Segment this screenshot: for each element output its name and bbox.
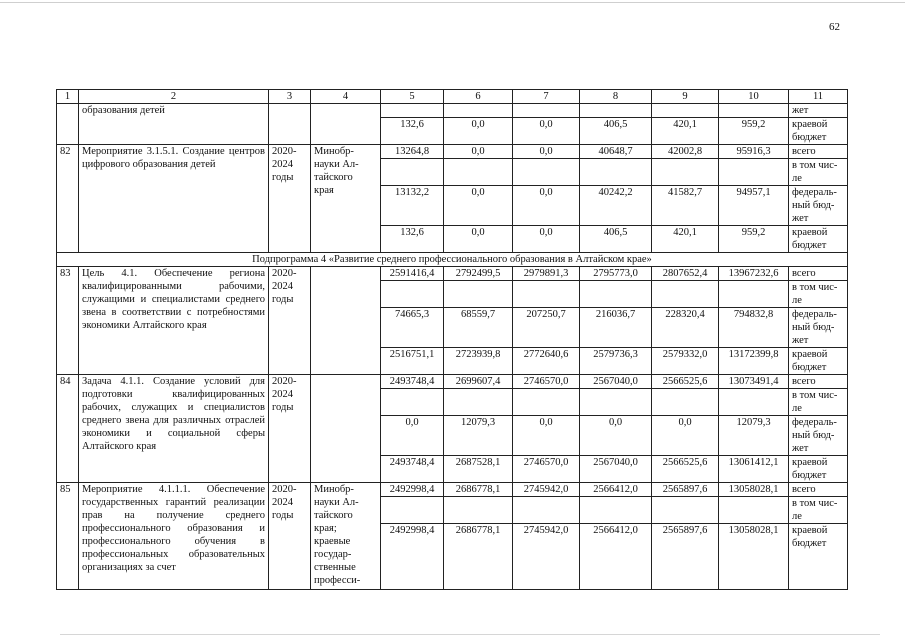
funding-source-cell: в том чис- ле — [789, 281, 848, 308]
subprogram-title: Подпрограмма 4 «Развитие среднего профессионального образования в Алтайском крае» — [57, 253, 848, 267]
table-row — [57, 267, 848, 281]
table-row — [57, 104, 848, 118]
value-cell: 2566525,6 — [652, 375, 719, 389]
value-cell: 794832,8 — [719, 308, 789, 348]
row-name-cell: Цель 4.1. Обеспечение региона квалифицированными рабочими, служащими и специалистами среднего звена в соответствии с потребностями экономики Алтайского края — [79, 267, 269, 375]
value-cell: 0,0 — [513, 226, 580, 253]
value-cell: 2566525,6 — [652, 456, 719, 483]
value-cell — [381, 104, 444, 118]
value-cell — [513, 104, 580, 118]
column-header: 7 — [513, 90, 580, 104]
value-cell — [381, 497, 444, 524]
value-cell — [513, 159, 580, 186]
scan-edge-bottom — [60, 634, 880, 635]
value-cell: 68559,7 — [444, 308, 513, 348]
value-cell: 959,2 — [719, 226, 789, 253]
funding-source-cell: краевой бюджет — [789, 348, 848, 375]
value-cell: 2979891,3 — [513, 267, 580, 281]
value-cell — [580, 281, 652, 308]
value-cell: 13132,2 — [381, 186, 444, 226]
value-cell — [381, 281, 444, 308]
value-cell: 0,0 — [513, 118, 580, 145]
value-cell — [580, 497, 652, 524]
column-header: 10 — [719, 90, 789, 104]
column-header: 3 — [269, 90, 311, 104]
table-row — [57, 375, 848, 389]
row-number-cell: 82 — [57, 145, 79, 253]
value-cell: 12079,3 — [719, 416, 789, 456]
value-cell: 13073491,4 — [719, 375, 789, 389]
value-cell — [719, 389, 789, 416]
value-cell — [580, 104, 652, 118]
value-cell: 0,0 — [580, 416, 652, 456]
value-cell: 2745942,0 — [513, 483, 580, 497]
value-cell: 2492998,4 — [381, 524, 444, 590]
funding-source-cell: краевой бюджет — [789, 524, 848, 590]
value-cell: 2699607,4 — [444, 375, 513, 389]
funding-source-cell: всего — [789, 483, 848, 497]
funding-source-cell: жет — [789, 104, 848, 118]
value-cell: 13058028,1 — [719, 524, 789, 590]
value-cell: 2746570,0 — [513, 375, 580, 389]
row-number-cell: 83 — [57, 267, 79, 375]
value-cell: 41582,7 — [652, 186, 719, 226]
value-cell — [513, 497, 580, 524]
value-cell: 228320,4 — [652, 308, 719, 348]
value-cell — [444, 281, 513, 308]
value-cell — [652, 389, 719, 416]
value-cell: 2687528,1 — [444, 456, 513, 483]
value-cell — [513, 389, 580, 416]
value-cell — [719, 497, 789, 524]
value-cell — [652, 281, 719, 308]
value-cell: 2723939,8 — [444, 348, 513, 375]
row-name-cell: образования детей — [79, 104, 269, 145]
executor-cell: Минобр- науки Ал- тайского края; краевые государ- ственные професси- — [311, 483, 381, 590]
value-cell: 74665,3 — [381, 308, 444, 348]
value-cell: 132,6 — [381, 226, 444, 253]
value-cell — [580, 389, 652, 416]
value-cell: 2493748,4 — [381, 456, 444, 483]
value-cell: 13058028,1 — [719, 483, 789, 497]
value-cell: 0,0 — [381, 416, 444, 456]
value-cell: 2565897,6 — [652, 524, 719, 590]
value-cell: 2567040,0 — [580, 456, 652, 483]
column-header: 2 — [79, 90, 269, 104]
value-cell — [719, 104, 789, 118]
value-cell — [652, 104, 719, 118]
value-cell — [444, 104, 513, 118]
value-cell — [381, 159, 444, 186]
value-cell: 40648,7 — [580, 145, 652, 159]
value-cell — [444, 389, 513, 416]
value-cell: 2567040,0 — [580, 375, 652, 389]
column-header: 1 — [57, 90, 79, 104]
value-cell: 0,0 — [444, 226, 513, 253]
row-number-cell: 84 — [57, 375, 79, 483]
value-cell: 2795773,0 — [580, 267, 652, 281]
funding-source-cell: федераль- ный бюд- жет — [789, 186, 848, 226]
value-cell: 420,1 — [652, 226, 719, 253]
executor-cell — [311, 104, 381, 145]
value-cell — [719, 159, 789, 186]
column-header: 6 — [444, 90, 513, 104]
value-cell: 13061412,1 — [719, 456, 789, 483]
value-cell: 2807652,4 — [652, 267, 719, 281]
value-cell — [580, 159, 652, 186]
period-cell: 2020- 2024 годы — [269, 145, 311, 253]
executor-cell — [311, 267, 381, 375]
value-cell: 13264,8 — [381, 145, 444, 159]
funding-source-cell: в том чис- ле — [789, 497, 848, 524]
column-header: 9 — [652, 90, 719, 104]
row-number-cell: 85 — [57, 483, 79, 590]
value-cell — [719, 281, 789, 308]
executor-cell — [311, 375, 381, 483]
funding-source-cell: федераль- ный бюд- жет — [789, 416, 848, 456]
value-cell: 406,5 — [580, 226, 652, 253]
value-cell — [652, 497, 719, 524]
period-cell: 2020- 2024 годы — [269, 375, 311, 483]
value-cell: 420,1 — [652, 118, 719, 145]
value-cell: 40242,2 — [580, 186, 652, 226]
page-number: 62 — [829, 21, 840, 33]
row-name-cell: Мероприятие 4.1.1.1. Обеспечение государственных гарантий реализации прав на получение среднего профессионального образования и профессионального обучения в профессиональных образовательных организациях за счет — [79, 483, 269, 590]
scan-edge-top — [0, 2, 905, 3]
value-cell: 13172399,8 — [719, 348, 789, 375]
value-cell: 12079,3 — [444, 416, 513, 456]
executor-cell: Минобр- науки Ал- тайского края — [311, 145, 381, 253]
period-cell: 2020- 2024 годы — [269, 267, 311, 375]
value-cell: 13967232,6 — [719, 267, 789, 281]
column-header: 5 — [381, 90, 444, 104]
value-cell: 2686778,1 — [444, 524, 513, 590]
value-cell — [444, 159, 513, 186]
value-cell: 0,0 — [513, 186, 580, 226]
period-cell: 2020- 2024 годы — [269, 483, 311, 590]
value-cell: 2493748,4 — [381, 375, 444, 389]
row-name-cell: Задача 4.1.1. Создание условий для подготовки квалифицированных рабочих, служащих и специалистов среднего звена для различных отраслей экономики и социальной сферы Алтайского края — [79, 375, 269, 483]
period-cell — [269, 104, 311, 145]
value-cell: 2579332,0 — [652, 348, 719, 375]
value-cell: 42002,8 — [652, 145, 719, 159]
funding-source-cell: краевой бюджет — [789, 456, 848, 483]
value-cell: 216036,7 — [580, 308, 652, 348]
value-cell: 2591416,4 — [381, 267, 444, 281]
value-cell: 95916,3 — [719, 145, 789, 159]
value-cell: 406,5 — [580, 118, 652, 145]
funding-source-cell: всего — [789, 267, 848, 281]
value-cell: 2746570,0 — [513, 456, 580, 483]
budget-table — [56, 89, 848, 590]
value-cell — [652, 159, 719, 186]
row-number-cell — [57, 104, 79, 145]
value-cell: 0,0 — [444, 186, 513, 226]
value-cell: 2492998,4 — [381, 483, 444, 497]
value-cell: 2566412,0 — [580, 483, 652, 497]
header-row — [57, 90, 848, 104]
value-cell: 0,0 — [652, 416, 719, 456]
subprogram-row — [57, 253, 848, 267]
funding-source-cell: в том чис- ле — [789, 159, 848, 186]
value-cell: 959,2 — [719, 118, 789, 145]
value-cell: 0,0 — [444, 145, 513, 159]
value-cell — [513, 281, 580, 308]
funding-source-cell: краевой бюджет — [789, 226, 848, 253]
funding-source-cell: всего — [789, 145, 848, 159]
funding-source-cell: федераль- ный бюд- жет — [789, 308, 848, 348]
value-cell — [381, 389, 444, 416]
value-cell: 2565897,6 — [652, 483, 719, 497]
value-cell — [444, 497, 513, 524]
value-cell: 2792499,5 — [444, 267, 513, 281]
value-cell: 0,0 — [513, 145, 580, 159]
funding-source-cell: в том чис- ле — [789, 389, 848, 416]
column-header: 8 — [580, 90, 652, 104]
column-header: 11 — [789, 90, 848, 104]
value-cell: 2745942,0 — [513, 524, 580, 590]
value-cell: 2579736,3 — [580, 348, 652, 375]
funding-source-cell: всего — [789, 375, 848, 389]
value-cell: 0,0 — [513, 416, 580, 456]
value-cell: 132,6 — [381, 118, 444, 145]
value-cell: 94957,1 — [719, 186, 789, 226]
table-row — [57, 483, 848, 497]
funding-source-cell: краевой бюджет — [789, 118, 848, 145]
value-cell: 2686778,1 — [444, 483, 513, 497]
column-header: 4 — [311, 90, 381, 104]
value-cell: 207250,7 — [513, 308, 580, 348]
value-cell: 2566412,0 — [580, 524, 652, 590]
table-row — [57, 145, 848, 159]
row-name-cell: Мероприятие 3.1.5.1. Создание центров цифрового образования детей — [79, 145, 269, 253]
value-cell: 0,0 — [444, 118, 513, 145]
value-cell: 2772640,6 — [513, 348, 580, 375]
value-cell: 2516751,1 — [381, 348, 444, 375]
